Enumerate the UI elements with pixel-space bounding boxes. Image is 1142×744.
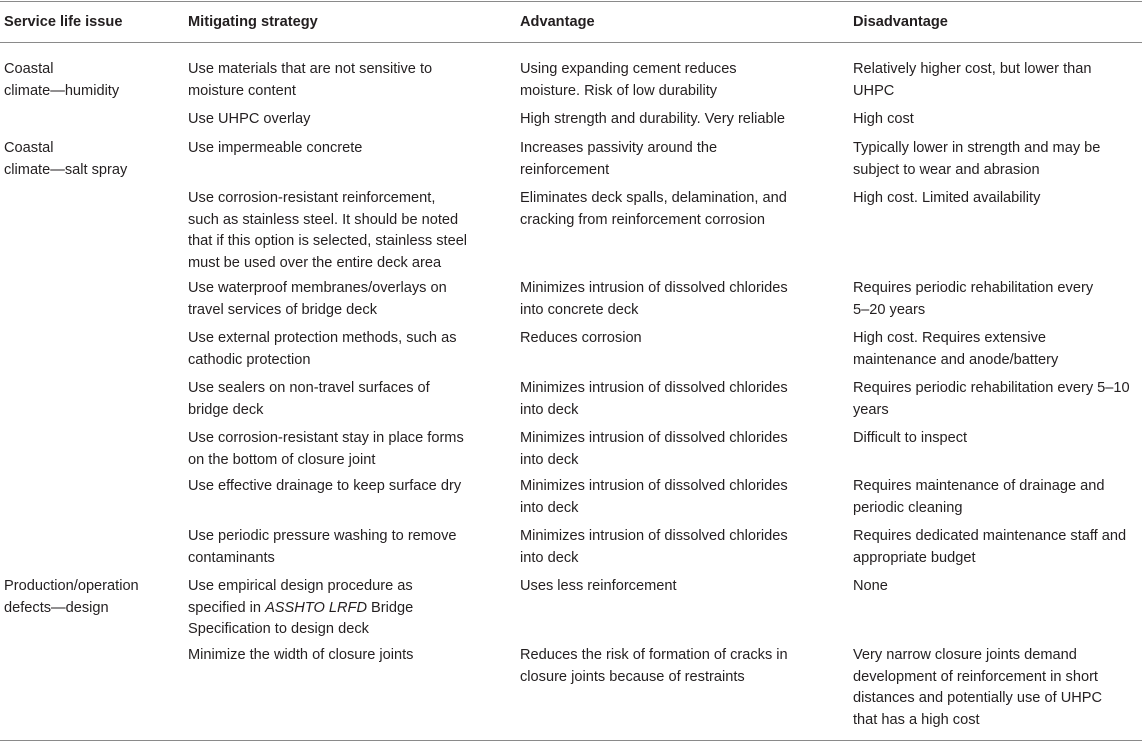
cell-strategy: Use external protection methods, such as cathodic protection xyxy=(188,330,457,368)
cell-advantage: Reduces corrosion xyxy=(520,330,642,346)
cell-advantage: Uses less reinforcement xyxy=(520,578,677,594)
cell-disadvantage: None xyxy=(853,578,888,594)
header-mitigating-strategy: Mitigating strategy xyxy=(188,14,318,30)
cell-advantage: Reduces the risk of formation of cracks in closure joints because of restraints xyxy=(520,647,788,685)
header-advantage: Advantage xyxy=(520,14,595,30)
cell-disadvantage: Requires periodic rehabilitation every 5–10 years xyxy=(853,380,1130,418)
cell-disadvantage: Requires periodic rehabilitation every 5–20 years xyxy=(853,280,1094,318)
cell-strategy: Minimize the width of closure joints xyxy=(188,647,414,663)
cell-advantage: Using expanding cement reduces moisture. Risk of low durability xyxy=(520,61,737,99)
header-service-life-issue: Service life issue xyxy=(4,14,123,30)
cell-advantage: High strength and durability. Very reliable xyxy=(520,111,785,127)
cell-disadvantage: Relatively higher cost, but lower than UHPC xyxy=(853,61,1092,99)
cell-strategy: Use empirical design procedure as specified in ASSHTO LRFD Bridge Specification to design deck xyxy=(188,578,414,637)
cell-advantage: Minimizes intrusion of dissolved chlorides into deck xyxy=(520,380,788,418)
cell-disadvantage: Typically lower in strength and may be subject to wear and abrasion xyxy=(853,140,1101,178)
cell-disadvantage: Requires dedicated maintenance staff and appropriate budget xyxy=(853,528,1127,566)
cell-disadvantage: Very narrow closure joints demand development of reinforcement in short distances and potentially use of UHPC that has a high cost xyxy=(853,647,1103,728)
cell-strategy: Use corrosion-resistant reinforcement, such as stainless steel. It should be noted that if this option is selected, stainless steel must be used over the entire deck area xyxy=(188,190,468,271)
cell-advantage: Minimizes intrusion of dissolved chlorides into concrete deck xyxy=(520,280,788,318)
header-disadvantage: Disadvantage xyxy=(853,14,948,30)
cell-disadvantage: High cost. Requires extensive maintenance and anode/battery xyxy=(853,330,1059,368)
cell-advantage: Minimizes intrusion of dissolved chlorides into deck xyxy=(520,430,788,468)
cell-strategy: Use effective drainage to keep surface dry xyxy=(188,478,462,494)
cell-advantage: Increases passivity around the reinforcement xyxy=(520,140,718,178)
cell-disadvantage: High cost xyxy=(853,111,914,127)
table-bottom-rule xyxy=(0,740,1142,741)
cell-disadvantage: High cost. Limited availability xyxy=(853,190,1041,206)
cell-issue: Coastal climate—humidity xyxy=(4,61,120,99)
cell-strategy: Use sealers on non-travel surfaces of bridge deck xyxy=(188,380,430,418)
cell-strategy: Use materials that are not sensitive to moisture content xyxy=(188,61,433,99)
cell-strategy: Use corrosion-resistant stay in place forms on the bottom of closure joint xyxy=(188,430,464,468)
cell-issue: Coastal climate—salt spray xyxy=(4,140,128,178)
cell-advantage: Eliminates deck spalls, delamination, and cracking from reinforcement corrosion xyxy=(520,190,787,228)
cell-strategy: Use waterproof membranes/overlays on travel services of bridge deck xyxy=(188,280,447,318)
cell-strategy: Use UHPC overlay xyxy=(188,111,311,127)
cell-advantage: Minimizes intrusion of dissolved chlorides into deck xyxy=(520,528,788,566)
header-rule xyxy=(0,42,1142,43)
cell-advantage: Minimizes intrusion of dissolved chlorides into deck xyxy=(520,478,788,516)
cell-issue: Production/operation defects—design xyxy=(4,578,139,616)
cell-strategy: Use impermeable concrete xyxy=(188,140,363,156)
cell-disadvantage: Difficult to inspect xyxy=(853,430,968,446)
cell-strategy: Use periodic pressure washing to remove contaminants xyxy=(188,528,457,566)
table-top-rule xyxy=(0,1,1142,2)
cell-disadvantage: Requires maintenance of drainage and periodic cleaning xyxy=(853,478,1105,516)
